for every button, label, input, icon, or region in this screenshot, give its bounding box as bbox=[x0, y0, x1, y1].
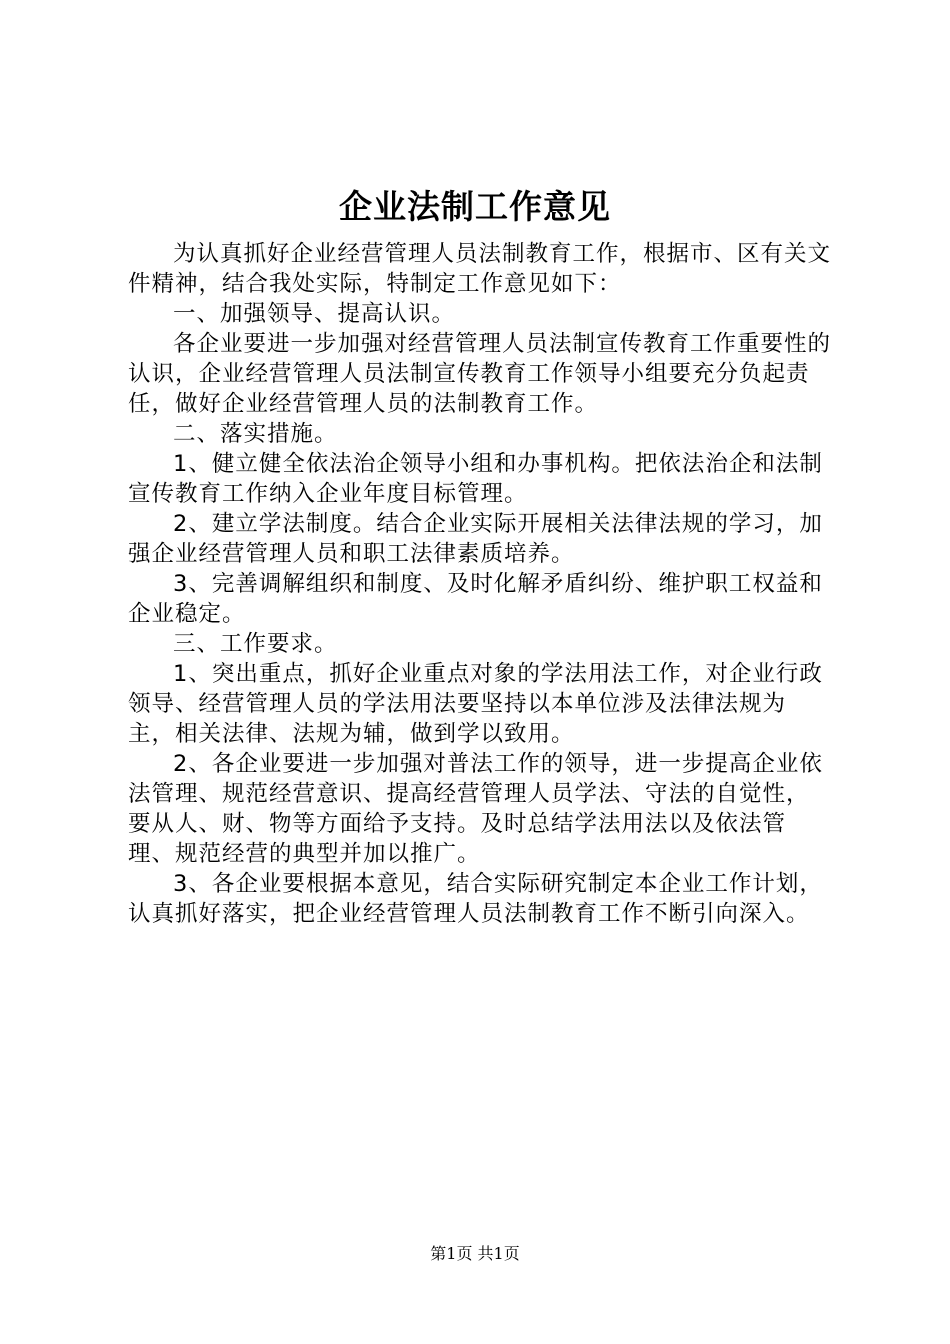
section-3-item-2 bbox=[128, 749, 832, 869]
section-2-item-1 bbox=[128, 449, 832, 509]
section-1-paragraph: 各企业要进一步加强对经营管理人员法制宣传教育工作重要性的认识，企业经营管理人员法制宣传教育工作领导小组要充分负起责任，做好企业经营管理人员的法制教育工作。 bbox=[128, 331, 832, 417]
section-2-item-3: 3、完善调解组织和制度、及时化解矛盾纠纷、维护职工权益和企业稳定。 bbox=[128, 571, 823, 627]
document-title: 企业法制工作意见 bbox=[339, 187, 611, 226]
section-2-item-2 bbox=[128, 509, 832, 569]
item-lead: 1、健立健全依法治企领导小组和办事机构。 bbox=[173, 451, 635, 477]
section-heading-3: 三、工作要求。 bbox=[173, 631, 338, 657]
section-3-item-1: 1、突出重点，抓好企业重点对象的学法用法工作，对企业行政领导、经营管理人员的学法用法要坚持以本单位涉及法律法规为主，相关法律、法规为辅，做到学以致用。 bbox=[128, 661, 823, 747]
section-heading-1: 一、加强领导、提高认识。 bbox=[173, 301, 456, 327]
section-heading-2: 二、落实措施。 bbox=[173, 421, 338, 447]
item-lead: 2、建立学法制度。 bbox=[173, 511, 377, 537]
intro-paragraph: 为认真抓好企业经营管理人员法制教育工作，根据市、区有关文件精神，结合我处实际，特制定工作意见如下： bbox=[128, 241, 832, 297]
item-lead: 2、各企业要进一步加强对普法工作的领导，进一步提高企业依法管理、规范经营意识、提高经营管理人员学法、守法的自觉性，要从人、财、物等方面给予支持。 bbox=[128, 751, 823, 837]
item-rest: 结合企业实际开展相关法律法规的学习，加强企业经营管理人员和职工法律素质培养。 bbox=[128, 511, 823, 567]
item-rest: 及时总结学法用法以及依法管理、规范经营的典型并加以推广。 bbox=[128, 811, 787, 867]
page-footer: 第1页 共1页 bbox=[430, 1244, 520, 1263]
document-body bbox=[128, 239, 832, 929]
item-rest: 把依法治企和法制宣传教育工作纳入企业年度目标管理。 bbox=[128, 451, 823, 507]
section-3-item-3: 3、各企业要根据本意见，结合实际研究制定本企业工作计划，认真抓好落实，把企业经营管理人员法制教育工作不断引向深入。 bbox=[128, 871, 823, 927]
